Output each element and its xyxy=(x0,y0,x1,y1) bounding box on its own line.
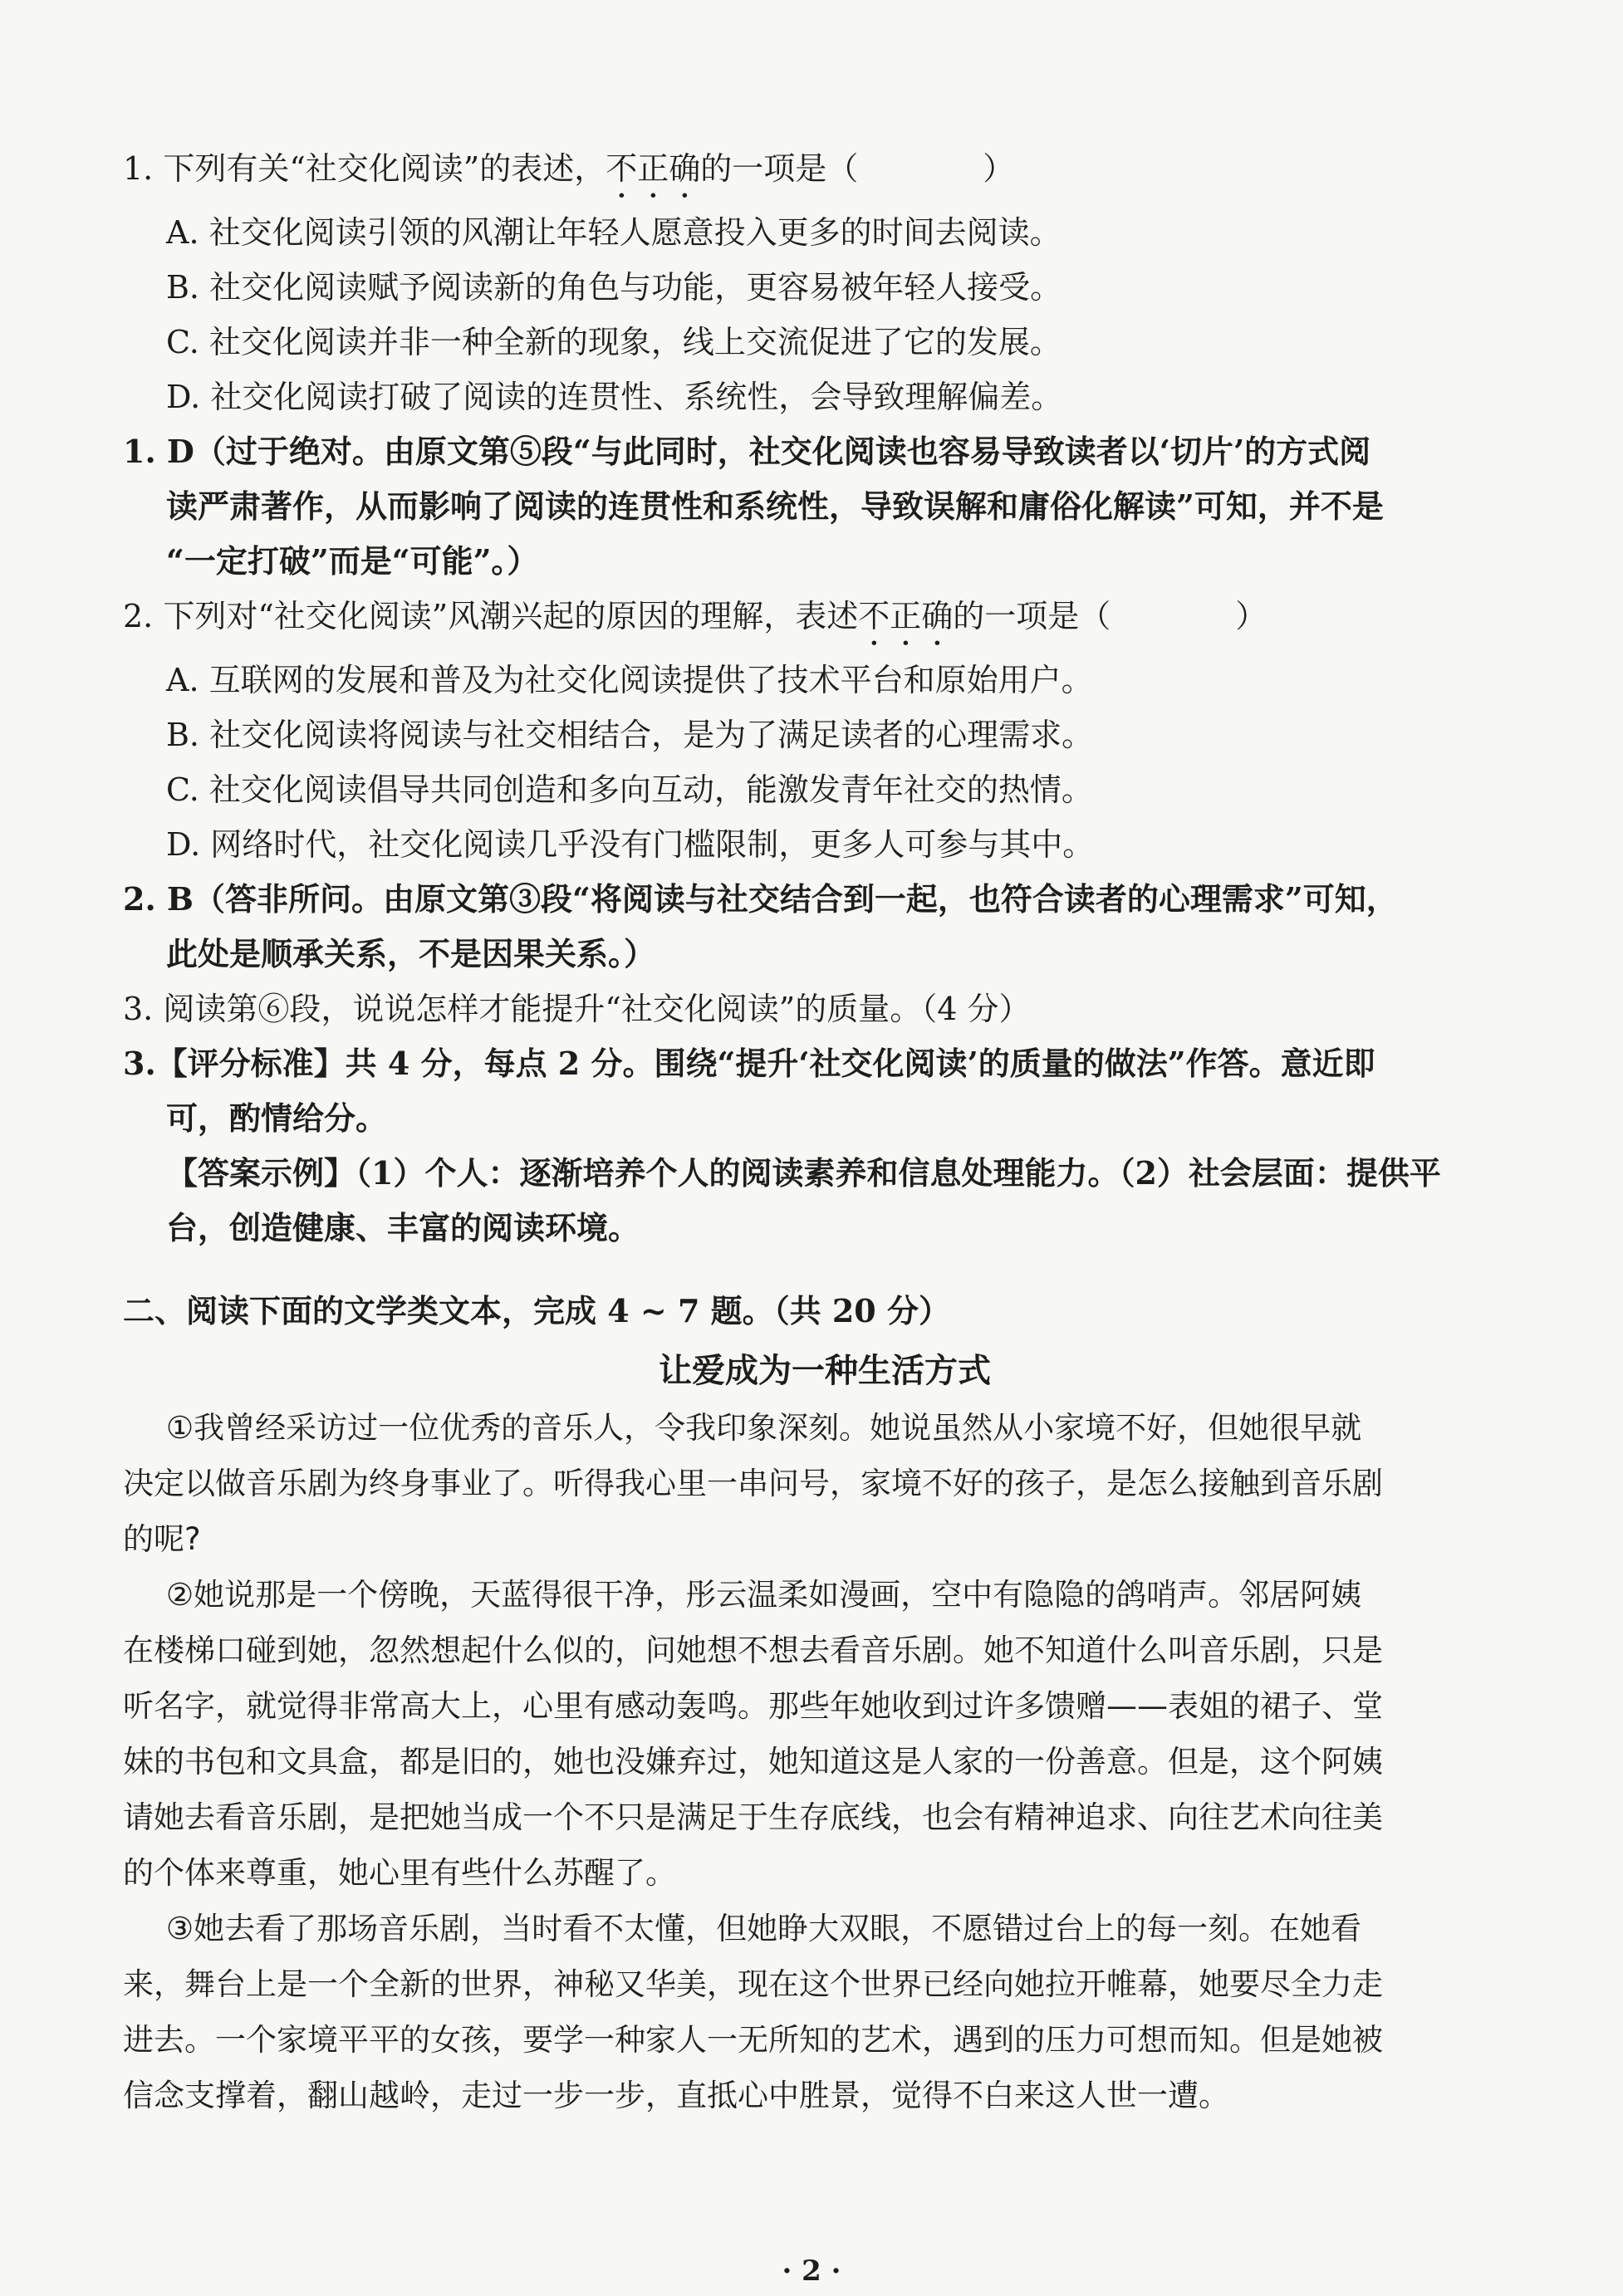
q3-answer-line-1: 3.【评分标准】共 4 分，每点 2 分。围绕“提升‘社交化阅读’的质量的做法”作答。意近即 xyxy=(123,1045,1375,1082)
q1-option-b: B. 社交化阅读赋予阅读新的角色与功能，更容易被年轻人接受。 xyxy=(166,269,1062,306)
q3-answer-line-4: 台，创造健康、丰富的阅读环境。 xyxy=(166,1209,640,1246)
paragraph-line: ③她去看了那场音乐剧，当时看不太懂，但她睁大双眼，不愿错过台上的每一刻。在她看 xyxy=(166,1911,1362,1946)
paragraph-line: 信念支撑着，翻山越岭，走过一步一步，直抵心中胜景，觉得不白来这人世一遭。 xyxy=(123,2078,1229,2113)
paragraph-line: 在楼梯口碰到她，忽然想起什么似的，问她想不想去看音乐剧。她不知道什么叫音乐剧，只是 xyxy=(123,1633,1383,1668)
q2-option-d: D. 网络时代，社交化阅读几乎没有门槛限制，更多人可参与其中。 xyxy=(166,826,1095,863)
section-heading: 二、阅读下面的文学类文本，完成 4 ~ 7 题。（共 20 分） xyxy=(123,1292,950,1329)
paragraph-line: 的个体来尊重，她心里有些什么苏醒了。 xyxy=(123,1855,676,1891)
paragraph-line: 决定以做音乐剧为终身事业了。听得我心里一串问号，家境不好的孩子，是怎么接触到音乐剧 xyxy=(123,1466,1383,1501)
paragraph-line: ②她说那是一个傍晚，天蓝得很干净，彤云温柔如漫画，空中有隐隐的鸽哨声。邻居阿姨 xyxy=(166,1577,1362,1613)
q1-stem-pre: 1. 下列有关“社交化阅读”的表述， xyxy=(123,150,606,187)
q2-answer-line-1: 2. B（答非所问。由原文第③段“将阅读与社交结合到一起，也符合读者的心理需求”可知， xyxy=(123,880,1398,918)
q2-option-b: B. 社交化阅读将阅读与社交相结合，是为了满足读者的心理需求。 xyxy=(166,717,1094,753)
question-1-stem xyxy=(123,141,1527,205)
q2-option-c: C. 社交化阅读倡导共同创造和多向互动，能激发青年社交的热情。 xyxy=(166,771,1093,808)
q1-answer-line-3: “一定打破”而是“可能”。） xyxy=(166,542,539,580)
exam-page xyxy=(123,141,1527,2123)
q2-option-a: A. 互联网的发展和普及为社交化阅读提供了技术平台和原始用户。 xyxy=(166,662,1093,698)
q1-option-a: A. 社交化阅读引领的风潮让年轻人愿意投入更多的时间去阅读。 xyxy=(166,214,1062,251)
page-number: · 2 · xyxy=(782,2254,841,2288)
paragraph-line: 听名字，就觉得非常高大上，心里有感动轰鸣。那些年她收到过许多馈赠——表姐的裙子、堂 xyxy=(123,1688,1383,1724)
q2-stem-emphasis: 不正确 xyxy=(858,598,954,634)
q1-option-d: D. 社交化阅读打破了阅读的连贯性、系统性，会导致理解偏差。 xyxy=(166,379,1063,415)
paragraph-line: 来，舞台上是一个全新的世界，神秘又华美，现在这个世界已经向她拉开帷幕，她要尽全力走 xyxy=(123,1966,1383,2002)
q1-answer-line-1: 1. D（过于绝对。由原文第⑤段“与此同时，社交化阅读也容易导致读者以‘切片’的方式阅 xyxy=(123,433,1371,470)
q1-stem-emphasis: 不正确 xyxy=(606,150,701,187)
q1-stem-post: 的一项是（ xyxy=(700,150,859,187)
article-title: 让爱成为一种生活方式 xyxy=(659,1351,991,1390)
q2-stem-close: ） xyxy=(1235,598,1268,634)
question-3-stem: 3. 阅读第⑥段，说说怎样才能提升“社交化阅读”的质量。（4 分） xyxy=(123,991,1031,1027)
paragraph-line: 的呢? xyxy=(123,1521,201,1557)
q1-stem-close: ） xyxy=(983,150,1015,187)
q2-stem-post: 的一项是（ xyxy=(953,598,1111,634)
q1-option-c: C. 社交化阅读并非一种全新的现象，线上交流促进了它的发展。 xyxy=(166,324,1062,360)
paragraph-line: 进去。一个家境平平的女孩，要学一种家人一无所知的艺术，遇到的压力可想而知。但是她被 xyxy=(123,2022,1383,2058)
q3-answer-line-2: 可，酌情给分。 xyxy=(166,1099,388,1137)
q2-stem-pre: 2. 下列对“社交化阅读”风潮兴起的原因的理解，表述 xyxy=(123,598,859,634)
q2-answer-line-2: 此处是顺承关系，不是因果关系。） xyxy=(166,935,656,972)
paragraph-line: 请她去看音乐剧，是把她当成一个不只是满足于生存底线，也会有精神追求、向往艺术向往美 xyxy=(123,1799,1383,1835)
question-2-stem xyxy=(123,589,1527,653)
paragraph-line: 妹的书包和文具盒，都是旧的，她也没嫌弃过，她知道这是人家的一份善意。但是，这个阿姨 xyxy=(123,1744,1383,1780)
paragraph-line: ①我曾经采访过一位优秀的音乐人，令我印象深刻。她说虽然从小家境不好，但她很早就 xyxy=(166,1410,1362,1446)
q3-answer-line-3: 【答案示例】（1）个人：逐渐培养个人的阅读素养和信息处理能力。（2）社会层面：提供平 xyxy=(166,1154,1441,1192)
q1-answer-line-2: 读严肃著作，从而影响了阅读的连贯性和系统性，导致误解和庸俗化解读”可知，并不是 xyxy=(166,487,1384,525)
